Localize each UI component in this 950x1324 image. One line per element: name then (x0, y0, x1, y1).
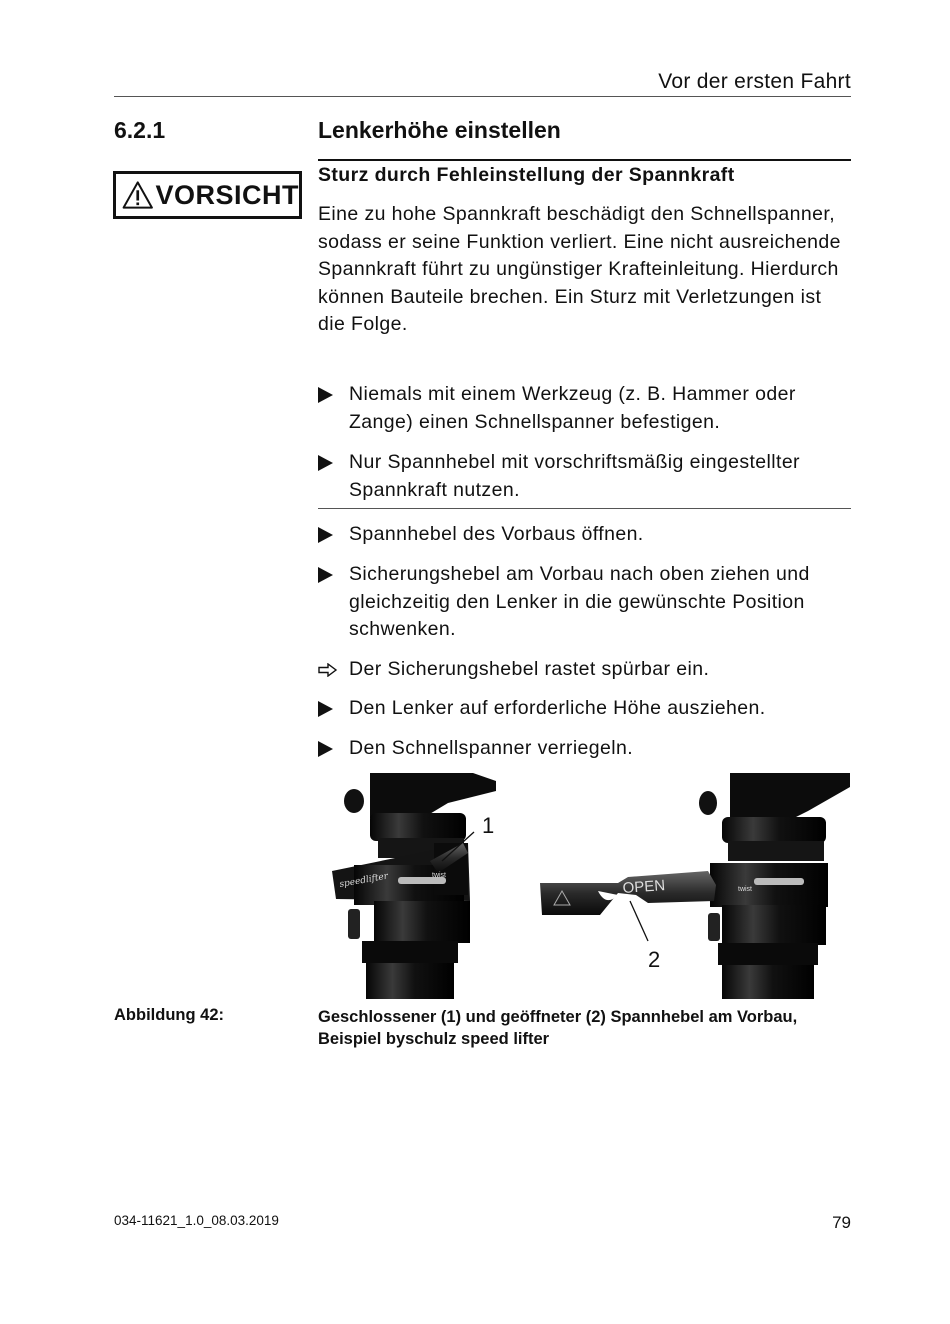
action-triangle-icon (318, 735, 348, 766)
signal-word-box (113, 171, 302, 219)
warning-measure: Nur Spannhebel mit vorschriftsmäßig eingestellter Spannkraft nutzen. (318, 449, 853, 504)
warning-triangle-icon (122, 177, 153, 213)
signal-word: VORSICHT (155, 179, 299, 210)
action-step: Sicherungshebel am Vorbau nach oben ziehen und gleichzeitig den Lenker in die gewünschte Position schwenken. (318, 561, 853, 644)
svg-text:twist: twist (738, 886, 752, 893)
action-triangle-icon (318, 695, 348, 726)
warning-text: Eine zu hohe Spannkraft beschädigt den Schnellspanner, sodass er seine Funktion verliert. Eine nicht ausreichende Spannkraft führt zu ungünstiger Krafteinleitung. Hierdurch können Bauteile brechen. Ein Sturz mit Verletzungen ist die Folge. (318, 203, 841, 335)
result-arrow-icon (318, 656, 348, 686)
warning-bottom-rule (318, 508, 851, 509)
figure-stem-photo (318, 773, 850, 999)
action-triangle-icon (318, 561, 348, 592)
figure-caption-label: Abbildung 42: (114, 1006, 224, 1024)
document-id: 034-11621_1.0_08.03.2019 (114, 1213, 279, 1228)
action-step: Den Lenker auf erforderliche Höhe ausziehen. (318, 695, 853, 723)
section-title: Lenkerhöhe einstellen (318, 117, 561, 143)
action-triangle-icon (318, 449, 348, 480)
result-step: Der Sicherungshebel rastet spürbar ein. (318, 656, 853, 684)
header-rule (114, 96, 851, 97)
figure-caption-text: Geschlossener (1) und geöffneter (2) Spannhebel am Vorbau, Beispiel byschulz speed lifter (318, 1008, 798, 1048)
warning-measure: Niemals mit einem Werkzeug (z. B. Hammer oder Zange) einen Schnellspanner befestigen. (318, 381, 853, 436)
callout-2: 2 (648, 947, 661, 972)
lever-open-text: OPEN (622, 877, 666, 897)
action-triangle-icon (318, 521, 348, 552)
action-triangle-icon (318, 381, 348, 412)
twist-text: twist (432, 872, 446, 879)
callout-1: 1 (482, 813, 495, 838)
running-header: Vor der ersten Fahrt (658, 70, 851, 93)
section-number: 6.2.1 (114, 117, 166, 143)
warning-top-rule (318, 159, 851, 161)
brand-text: speedlifter (338, 871, 389, 890)
action-step: Spannhebel des Vorbaus öffnen. (318, 521, 853, 549)
page-number: 79 (832, 1213, 851, 1232)
warning-title: Sturz durch Fehleinstellung der Spannkraft (318, 164, 735, 186)
action-step: Den Schnellspanner verriegeln. (318, 735, 853, 763)
